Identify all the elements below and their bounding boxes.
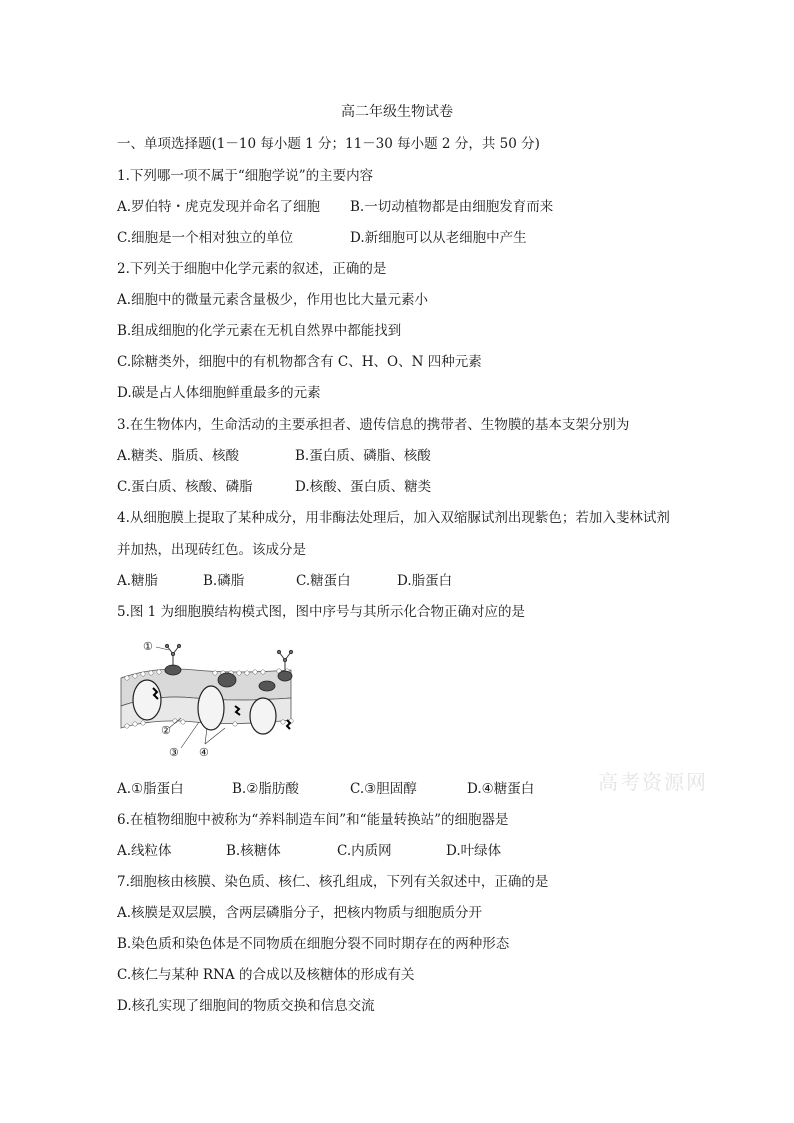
- membrane-protein-6: [259, 681, 275, 691]
- question-6-option-d: D.叶绿体: [446, 843, 502, 859]
- question-1-stem: 1.下列哪一项不属于“细胞学说”的主要内容: [117, 168, 374, 184]
- question-5-option-b: B.②脂肪酸: [232, 781, 299, 797]
- question-7-option-a: A.核膜是双层膜，含两层磷脂分子，把核内物质与细胞质分开: [117, 905, 483, 921]
- question-7-stem: 7.细胞核由核膜、染色质、核仁、核孔组成，下列有关叙述中，正确的是: [117, 874, 549, 890]
- question-7-option-d: D.核孔实现了细胞间的物质交换和信息交流: [117, 998, 375, 1014]
- question-6-stem: 6.在植物细胞中被称为“养料制造车间”和“能量转换站”的细胞器是: [117, 812, 509, 828]
- membrane-protein-3: [250, 698, 276, 734]
- question-2-option-c: C.除糖类外，细胞中的有机物都含有 C、H、O、N 四种元素: [117, 354, 482, 370]
- question-3-option-a: A.糖类、脂质、核酸: [117, 448, 240, 464]
- protein-marking: [287, 720, 290, 729]
- figure-label-2: ②: [161, 724, 171, 737]
- leader-line-4: [205, 728, 207, 744]
- question-6-option-c: C.内质网: [337, 843, 392, 859]
- question-1-option-d: D.新细胞可以从老细胞中产生: [350, 230, 527, 246]
- question-3-option-c: C.蛋白质、核酸、磷脂: [117, 479, 253, 495]
- glycoprotein-chain: [165, 644, 292, 672]
- exam-title: 高二年级生物试卷: [341, 104, 453, 120]
- question-4-option-b: B.磷脂: [203, 573, 245, 589]
- membrane-protein-4: [218, 673, 236, 687]
- question-2-option-b: B.组成细胞的化学元素在无机自然界中都能找到: [117, 323, 402, 339]
- leader-line-4b: [205, 728, 225, 744]
- question-7-option-c: C.核仁与某种 RNA 的合成以及核糖体的形成有关: [117, 967, 415, 983]
- leader-line-3: [181, 722, 199, 748]
- question-3-option-b: B.蛋白质、磷脂、核酸: [295, 448, 431, 464]
- question-7-option-b: B.染色质和染色体是不同物质在细胞分裂不同时期存在的两种形态: [117, 936, 510, 952]
- question-2-option-a: A.细胞中的微量元素含量极少，作用也比大量元素小: [117, 292, 429, 308]
- membrane-protein-2: [198, 686, 224, 730]
- membrane-protein-5: [165, 665, 181, 675]
- question-5-stem: 5.图 1 为细胞膜结构模式图，图中序号与其所示化合物正确对应的是: [117, 604, 526, 620]
- question-1-option-a: A.罗伯特・虎克发现并命名了细胞: [117, 199, 321, 215]
- figure-label-3: ③: [169, 746, 179, 759]
- membrane-protein-1: [133, 680, 161, 720]
- figure-label-4: ④: [199, 746, 209, 759]
- question-1-option-b: B.一切动植物都是由细胞发育而来: [350, 199, 554, 215]
- question-5-option-a: A.①脂蛋白: [117, 781, 184, 797]
- figure-label-1: ①: [143, 640, 153, 653]
- section-header: 一、单项选择题(1－10 每小题 1 分；11－30 每小题 2 分，共 50 分): [117, 136, 540, 152]
- question-4-stem-line-2: 并加热，出现砖红色。该成分是: [117, 542, 306, 558]
- question-2-stem: 2.下列关于细胞中化学元素的叙述，正确的是: [117, 261, 387, 277]
- question-4-option-d: D.脂蛋白: [397, 573, 453, 589]
- question-4-option-a: A.糖脂: [117, 573, 159, 589]
- question-5-option-d: D.④糖蛋白: [467, 781, 535, 797]
- question-4-option-c: C.糖蛋白: [296, 573, 351, 589]
- question-3-option-d: D.核酸、蛋白质、糖类: [295, 479, 432, 495]
- watermark: 高考资源网: [598, 770, 708, 794]
- question-6-option-b: B.核糖体: [226, 843, 281, 859]
- question-4-stem-line-1: 4.从细胞膜上提取了某种成分，用非酶法处理后，加入双缩脲试剂出现紫色；若加入斐林试剂: [117, 510, 670, 526]
- question-1-option-c: C.细胞是一个相对独立的单位: [117, 230, 294, 246]
- question-2-option-d: D.碳是占人体细胞鲜重最多的元素: [117, 385, 321, 401]
- cell-membrane-diagram: [115, 636, 297, 760]
- question-6-option-a: A.线粒体: [117, 843, 172, 859]
- question-5-option-c: C.③胆固醇: [350, 781, 417, 797]
- question-3-stem: 3.在生物体内，生命活动的主要承担者、遗传信息的携带者、生物膜的基本支架分别为: [117, 417, 630, 433]
- membrane-protein-7: [278, 671, 292, 681]
